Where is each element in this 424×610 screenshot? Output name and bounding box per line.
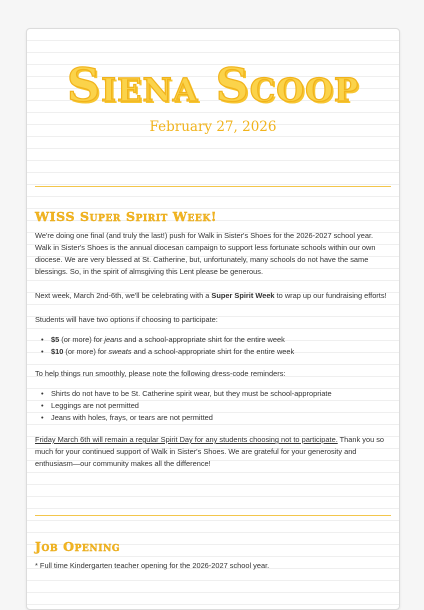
divider-top: [35, 186, 391, 187]
spirit-week-body: [35, 230, 391, 470]
thank-you-text: Thank you so much for your continued support of Walk in Sister's Shoes. We are grateful for your generosity and enthusiasm—our community makes all the difference!: [35, 435, 385, 468]
option-item: sweats: [108, 347, 132, 356]
list-item: • Leggings are not permitted: [35, 400, 391, 412]
section-heading-job-opening: Job Opening: [35, 539, 121, 554]
list-item: [35, 334, 391, 346]
list-item: • Jeans with holes, frays, or tears are not permitted: [35, 412, 391, 424]
option-text: (or more) for: [63, 347, 109, 356]
options-list: [35, 334, 391, 358]
reminders-list: [35, 388, 391, 424]
newsletter-title: Siena Scoop: [66, 58, 360, 112]
option-price: $10: [51, 347, 64, 356]
option-price: $5: [51, 335, 60, 344]
masthead: [27, 57, 399, 135]
intro-paragraph: We're doing one final (and truly the last!) push for Walk in Sister's Shoes for the 2026-2027 school year. Walk in Sister's Shoes is the annual diocesan campaign to support less fortunate schools within our own diocese. We are very blessed at St. Catherine, but, unfortunately, many schools do not have the same blessings. So, in the spirit of almsgiving this Lent please be generous.: [35, 231, 376, 276]
section-heading-spirit-week: WISS Super Spirit Week!: [35, 209, 217, 224]
option-text: and a school-appropriate shirt for the entire week: [122, 335, 285, 344]
celebrate-text-post: to wrap up our fundraising efforts!: [274, 291, 387, 300]
celebrate-text-pre: Next week, March 2nd-6th, we'll be celebrating with a: [35, 291, 212, 300]
list-item: • Shirts do not have to be St. Catherine spirit wear, but they must be school-appropriate: [35, 388, 391, 400]
dress-code-intro: To help things run smoothly, please note the following dress-code reminders:: [35, 369, 286, 378]
option-item: jeans: [104, 335, 123, 344]
job-opening-text: * Full time Kindergarten teacher opening for the 2026-2027 school year.: [35, 561, 270, 570]
option-text: (or more) for: [59, 335, 105, 344]
divider-middle: [35, 515, 391, 516]
option-text: and a school-appropriate shirt for the entire week: [131, 347, 295, 356]
newsletter-date: February 27, 2026: [149, 119, 277, 135]
options-intro: Students will have two options if choosing to participate:: [35, 315, 218, 324]
super-spirit-week-emphasis: Super Spirit Week: [211, 291, 275, 300]
newsletter-card: [26, 28, 400, 610]
list-item: [35, 346, 391, 358]
job-opening-body: [35, 560, 391, 572]
celebrate-paragraph: [35, 290, 391, 302]
spirit-day-note: Friday March 6th will remain a regular Spirit Day for any students choosing not to participate.: [35, 435, 338, 444]
closing-paragraph: [35, 434, 391, 470]
